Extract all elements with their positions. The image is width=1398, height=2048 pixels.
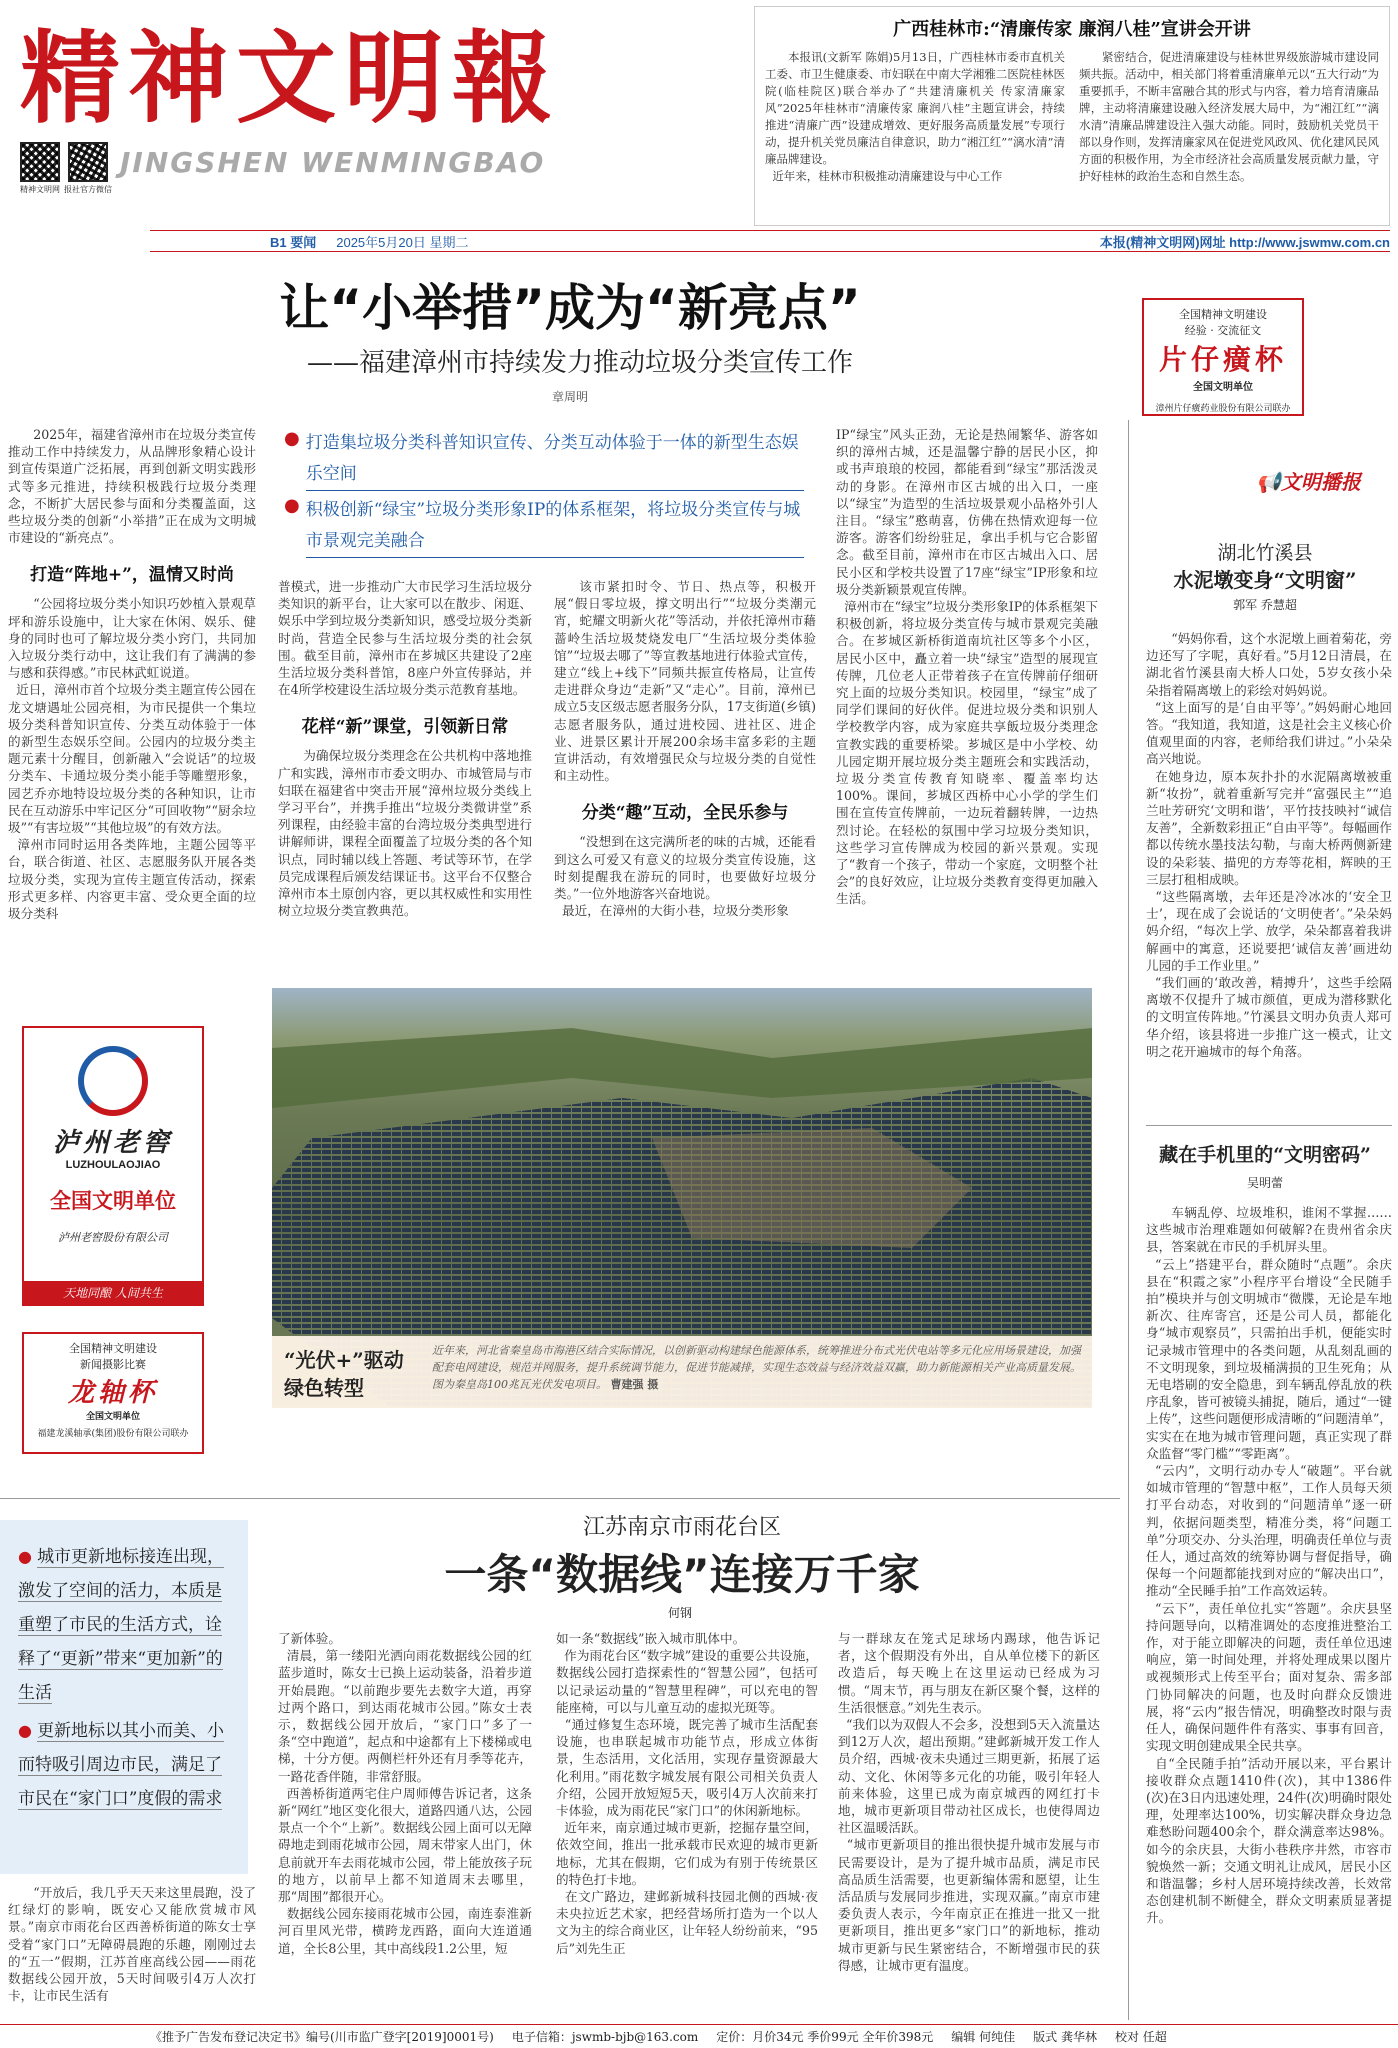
- top-news-col2: 紧密结合，促进清廉建设与桂林世界级旅游城市建设同频共振。活动中，相关部门将着重清廉单元以“五大行动”为重要抓手，不断丰富融合其的形式与内容，着力培育清廉品牌，主动将清廉建设融入经济发展大局中，为“湘江红”“漓水清”清廉品牌建设注入强大动能。同时，鼓励机关党员干部以身作则，发挥清廉家风在促进党风政风、优化建风民风方面的积极作用，为全市经济社会高质量发展贡献力量，守护好桂林的政治生态和自然生态。: [1079, 50, 1379, 183]
- section-divider: [0, 1498, 1120, 1499]
- issue-date: 2025年5月20日 星期二: [336, 234, 469, 250]
- masthead-title: 精神文明報: [20, 19, 560, 137]
- ad-longzhou-line2: 新闻摄影比赛: [80, 1358, 146, 1371]
- footer-proof: 校对 任超: [1114, 2030, 1167, 2044]
- second-col0: “开放后，我几乎天天来这里晨跑，没了红绿灯的影响，既安心又能欣赏城市风景。”南京市雨花台区西善桥街道的陈女士享受着“家门口”无障碍晨跑的乐趣，刚刚过去的“五一”假期，江苏首座高线公园——雨花数据线公园开放，5天时间吸引4万人次打卡，让市民生活有: [8, 1885, 256, 2004]
- lead-col4: [836, 426, 1098, 958]
- sidebar-story1-author: 郭军 乔慧超: [1233, 598, 1297, 612]
- lead-col3b-body: “没想到在这完满所老的味的古城，还能看到这么可爱又有意义的垃圾分类宣传设施，这时刻提醒我在游玩的同时，也要做好垃圾分类。”一位外地游客兴奋地说。 最近，在漳州的大街小巷，垃圾分类形象: [554, 834, 816, 919]
- lead-highlights: [284, 428, 804, 558]
- qr-code-1: [20, 142, 60, 182]
- sidebar-story1-region: 湖北竹溪县: [1217, 542, 1313, 564]
- ad-luzhou-name: 泸州老窖: [52, 1128, 173, 1158]
- second-region: 江苏南京市雨花台区: [582, 1515, 781, 1540]
- ad-pianzai-company: 漳州片仔癀药业股份有限公司联办: [1155, 404, 1291, 414]
- ad-longzhou[interactable]: [22, 1332, 204, 1454]
- masthead: [20, 18, 580, 194]
- ad-luzhou-slogan: 天地同酿 人间共生: [24, 1281, 202, 1304]
- solar-photo: [272, 988, 1092, 1408]
- ad-pianzaihuang[interactable]: [1142, 298, 1304, 416]
- highlight-item: ● 更新地标以其小而美、小而特吸引周边市民，满足了市民在“家门口”度假的需求: [18, 1721, 225, 1809]
- highlight-item: ● 积极创新“绿宝”垃圾分类形象IP的体系框架，将垃圾分类宣传与城市景观完美融合: [284, 495, 804, 558]
- ad-luzhou-honor: 全国文明单位: [50, 1188, 176, 1213]
- photo-caption-box: [272, 1336, 1092, 1408]
- lead-intro: 2025年，福建省漳州市在垃圾分类宣传推动工作中持续发力，从品牌形象精心设计到宣传渠道广泛拓展，再到创新文明实践形式等多元推进，持续积极践行垃圾分类理念，不断扩大居民参与面和分类覆盖面，这些垃圾分类的创新“小举措”正在成为文明城市建设的“新亮点”。: [8, 427, 256, 546]
- footer-editor: 编辑 何纯佳: [951, 2030, 1016, 2044]
- ad-pianzai-brand: 片仔癀杯: [1158, 343, 1287, 376]
- sidebar-story1-title[interactable]: 水泥墩变身“文明窗”: [1173, 568, 1357, 592]
- footer: [0, 2024, 1398, 2048]
- section-label: B1 要闻: [270, 234, 317, 250]
- lead-col4-body: IP“绿宝”风头正劲，无论是热闹繁华、游客如织的漳州古城，还是温馨宁静的居民小区，抑或书声琅琅的校园，都能看到“绿宝”那活泼灵动的身影。在漳州市区古城的出入口，一座以“绿宝”为造型的生活垃圾景观小品格外引人注目。“绿宝”憨萌喜，仿佛在热情欢迎每一位游客。游客们纷纷驻足，拿出手机与它合影留念。截至目前，漳州市在市区古城出入口、居民小区和学校共设置了17座“绿宝”IP形象和垃圾分类新颖景观宣传牌。 漳州市在“绿宝”垃圾分类形象IP的体系框架下积极创新，将垃圾分类宣传与城市景观完美融合。在芗城区新桥街道南坑社区等多个小区，居民小区中，矗立着一块“绿宝”造型的展现宣传牌，几位老人正带着孩子在宣传牌前仔细研究上面的垃圾分类知识。校园里，“绿宝”成了同学们课间的好伙伴。促进垃圾分类和识别人学校教学内容，成为家庭共享飯垃圾分类理念宣教实践的重要桥梁。芗城区是中小学校、幼儿园定期开展垃圾分类主题班会和实践活动，垃圾分类宣传教育知晓率、覆盖率均达100%。课间，芗城区西桥中心小学的学生们围在宣传宣传牌前，一边玩着翻转牌，一边热烈讨论。在轻松的氛围中学习垃圾分类知识，这些学习宣传牌成为校园的新兴景观。实现了“教育一个孩子，带动一个家庭，文明整个社会”的良好效应，让垃圾分类教育变得更加融入生活。: [836, 427, 1098, 907]
- ad-longzhou-brand: 龙轴杯: [67, 1378, 158, 1408]
- lead-author: 章周明: [551, 390, 588, 404]
- top-news-col1: 本报讯(文新军 陈娟)5月13日，广西桂林市委市直机关工委、市卫生健康委、市妇联在中南大学湘雅二医院桂林医院(临桂院区)联合举办了“共建清廉机关 传家清廉家风”2025年桂林市“清廉传家 廉润八桂”主题宣讲会，持续推进“清廉广西”设建成增效、更好服务高质量发展”专项行动，提升机关党员廉洁自律意识，助力“湘江红”“漓水清”清廉品牌建设。 近年来，桂林市积极推动清廉建设与中心工作: [765, 50, 1065, 183]
- lead-subhead-1: 打造“阵地+”，温情又时尚: [30, 565, 234, 586]
- second-col3: 与一群球友在笼式足球场内踢球，他告诉记者，这个假期没有外出，自从单位楼下的新区改造后，每天晚上在这里运动已经成为习惯。“周末节，再与朋友在新区聚个餐，这样的生活很惬意。”刘先生表示。 “我们以为双假人不会多，没想到5天入流量达到12万人次，超出预期。”建邺新城开发工作人员介绍，西城·夜未央通过三期更新，拓展了运动、文化、休闲等多元化的功能，吸引年轻人前来体验，这里已成为南京城西的网红打卡地，城市更新项目带动社区成长，也使得周边社区温暖活跃。 “城市更新项目的推出很快提升城市发展与市民需要设计，是为了提升城市品质，满足市民高品质生活需要，也更新编体需和愿望，让生活品质与发展同步推进，实现双赢。”南京市建委负责人表示，今年南京正在推进一批又一批更新项目，推出更多“家门口”的新地标，推动城市更新与民生紧密结合，不断增强市民的获得感，让城市更有温度。: [838, 1631, 1100, 1973]
- lead-col1-body: “公园将垃圾分类小知识巧妙植入景观草坪和游乐设施中，让大家在休闲、娱乐、健身的同时也可了解垃圾分类小窍门，共同加入垃圾分类行动中，这让我们有了满满的参与感和获得感。”市民林武虹说道。 近日，漳州市首个垃圾分类主题宣传公园在龙文塘遇址公园亮相，为市民提供一个集垃圾分类科普知识宣传、分类互动体验于一体的新型生态娱乐空间。公园内的垃圾分类主题元素十分醒目，创新融入“会说话”的垃圾分类车、卡通垃圾分类小能手等雕塑形象，园艺乔亦地特设垃圾分类的各种知识，让市民在互动游乐中牢记区分“可回收物”“厨余垃圾”“有害垃圾”“其他垃圾”的有效方法。 漳州市同时运用各类阵地，主题公园等平台，联合街道、社区、志愿服务队开展各类垃圾分类，实现为宣传主题宣传活动，探索形式更多样、内容更丰富、受众更全面的垃圾分类科: [8, 596, 256, 922]
- lead-col3-body: 该市紧扣时令、节日、热点等，积极开展“假日零垃圾，撑文明出行”“垃圾分类潮元宵，蛇耀文明新火花”等活动，并依托漳州市藉蔷岭生活垃圾焚烧发电厂“生活垃圾分类体验馆”“垃圾去哪了”等宣教基地进行体验式宣传，建立“线上+线下”同频共振宣传格局，让宣传走进群众身边“走新”又“走心”。目前，漳州已成立5支区级志愿者服务分队，17支街道(乡镇)志愿者服务队，通过进校园、进社区、进企业、进景区累计开展200余场丰富多彩的主题宣讲活动，有效增强民众与垃圾分类的自觉性和主动性。: [554, 579, 816, 784]
- lead-subhead-2: 花样“新”课堂，引领新日常: [301, 717, 509, 738]
- top-news-box: [754, 6, 1390, 226]
- photo-credit: 曹建强 摄: [610, 1378, 659, 1391]
- dateline-bar: [150, 230, 1390, 252]
- sidebar-story2-author: 吴明蕾: [1246, 1176, 1283, 1190]
- ad-luzhou-company: 泸州老窖股份有限公司: [58, 1231, 168, 1244]
- ad-pianzai-line2: 经验 · 交流征文: [1184, 324, 1262, 337]
- footer-price: 定价：月价34元 季价99元 全年价398元: [716, 2030, 934, 2044]
- ad-pianzai-line1: 全国精神文明建设: [1179, 308, 1267, 321]
- lead-subhead-3: 分类“趣”互动，全民乐参与: [581, 803, 789, 824]
- lead-subheadline: ——福建漳州市持续发力推动垃圾分类宣传工作: [306, 348, 853, 378]
- second-col2: 如一条“数据线”嵌入城市肌体中。 作为雨花台区“数字城”建设的重要公共设施，数据线公园打造探索性的“智慧公园”，包括可以记录运动量的“智慧里程碑”，可以充电的智能座椅，可以与儿童互动的虚拟光斑等。 “通过修复生态环境，既完善了城市生活配套设施，也串联起城市功能节点，形成立体街景，生态活用，文化活用，实现存量资源最大化利用。”雨花数字城发展有限公司相关负责人介绍，公园开放短短5天，吸引4万人次前来打卡体验，成为雨花民“家门口”的休闲新地标。 近年来，南京通过城市更新，挖掘存量空间，依效空间，推出一批承载市民欢迎的城市更新地标，尤其在假期，它们成为有别于传统景区的特色打卡地。 在文广路边，建邺新城科技园北侧的西城·夜未央拉近艺术家，把经营场所打造为一个以人文为主的综合商业区，让年轻人纷纷前来，“95后”刘先生正: [556, 1631, 818, 1956]
- luzhou-logo-icon: [78, 1046, 148, 1116]
- horn-icon: 📢: [1256, 470, 1281, 494]
- ad-longzhou-honor: 全国文明单位: [85, 1412, 140, 1422]
- lead-col2-body: 普模式，进一步推动广大市民学习生活垃圾分类知识的新平台，让大家可以在散步、闲逛、娱乐中学到垃圾分类新知识，感受垃圾分类新时尚，营造全民参与生活垃圾分类的社会氛围。截至目前，漳州市在芗城区共建设了2座生活垃圾分类科普馆，8座户外宣传驿站，并在4所学校建设生活垃圾分类示范教育基地。: [278, 579, 532, 698]
- photo-caption-text: 近年来，河北省秦皇岛市海港区结合实际情况，以创新驱动构建绿色能源体系，统筹推进分布式光伏电站等多元化应用场景建设，加强配套电网建设，规范并网服务，提升系统调节能力，促进节能减排，实现生态效益与经济效益双赢，助力新能源相关产业高质量发展。图为秦皇岛100兆瓦光伏发电项目。: [432, 1344, 1081, 1391]
- sidebar-story2-body: 车辆乱停、垃圾堆积，谁闲不掌握……这些城市治理难题如何破解?在贵州省余庆县，答案就在市民的手机屏头里。 “云上”搭建平台，群众随时“点题”。余庆县在“积霞之家”小程序平台增设“全民随手拍”模块并与创文明城市“微牒，无论是车地新次、往库寄宫，还是公司人员，都能化身“城市观察员”，只需拍出手机，便能实时记录城市管理中的各类问题，从乱刻乱画的不文明现象，到垃圾桶满损的卫生死角；从无电塔刷的安全隐患，到车辆乱停乱放的秩序乱象，皆可被镜头捕捉，随后，通过“一键上传”，这些问题便形成清晰的“问题清单”，实实在在地为城市管理问题，真正实现了群众监督“零门槛”“零距离”。 “云内”，文明行动办专人“破题”。平台就如城市管理的“智慧中枢”，工作人员每天须打平台动态，对收到的“问题清单”逐一研判，依据问题类型，精准分类，将“问题工单”分项交办、分头治理，明确责任单位与责任人，通过高效的统筹协调与督促指导，确保每一个问题都能找到对应的“解决出口”，推动“全民睡手拍”工作高效运转。 “云下”，责任单位扎实“答题”。余庆县坚持问题导向，以精准调处的态度推进整治工作，对于能立即解决的问题，责任单位迅速响应，第一时间处理，并将处理成果以图片或视频形式上传至平台；面对复杂、需多部门协同解决的问题，也及时向群众反馈进展，将“云内”报告情况，明确整改时限与责任人，确保问题件件有落实、事事有回音，实现文明创建成果全民共享。 自“全民随手拍”活动开展以来，平台累计接收群众点题1410件(次)，其中1386件(次)在3日内迅速处理，24件(次)明确时限处理，处理率达100%，切实解决群众身边急难愁盼问题400余个，群众满意率达98%。如今的余庆县，大街小巷秩序井然，市容市貌焕然一新；交通文明礼让成风，居民小区和谐温馨；乡村人居环境持续改善，长效常态创建机制不断健全，群众文明素质显著提升。: [1146, 1205, 1392, 1926]
- lead-col1: [8, 426, 256, 956]
- footer-email[interactable]: 电子信箱：jswmb-bjb@163.com: [511, 2030, 699, 2044]
- lead-col2: [278, 578, 532, 958]
- qr-code-2-label: 报社官方微信: [64, 185, 112, 194]
- footer-license: 《推予广告发布登记决定书》编号(川市监广登字[2019]0001号): [150, 2030, 494, 2044]
- lead-headline[interactable]: 让“小举措”成为“新亮点”: [279, 279, 861, 337]
- top-news-title[interactable]: 广西桂林市:“清廉传家 廉润八桂”宣讲会开讲: [893, 19, 1251, 40]
- sidebar-story2-title[interactable]: 藏在手机里的“文明密码”: [1159, 1144, 1371, 1166]
- website[interactable]: 本报(精神文明网)网址 http://www.jswmw.com.cn: [1099, 234, 1390, 250]
- highlight-item: ● 城市更新地标接连出现，激发了空间的活力，本质是重塑了市民的生活方式，诠释了“更新”带来“更加新”的生活: [18, 1547, 225, 1703]
- sidebar-vertical-divider: [1128, 420, 1129, 2020]
- qr-code-1-label: 精神文明网: [20, 185, 60, 194]
- second-headline[interactable]: 一条“数据线”连接万千家: [444, 1550, 920, 1599]
- highlight-item: ● 打造集垃圾分类科普知识宣传、分类互动体验于一体的新型生态娱乐空间: [284, 428, 804, 491]
- ad-luzhoulaojiao[interactable]: [22, 1026, 204, 1306]
- second-col1: 了新体验。 清晨，第一缕阳光洒向雨花数据线公园的红蓝步道时，陈女士已换上运动装备，沿着步道开始晨跑。“以前跑步要先去数字大道，再穿过两个路口，到达雨花城市公园。”陈女士表示，数据线公园开放后，“家门口”多了一条“空中跑道”，起点和中途都有上下楼梯或电梯，十分方便。两侧栏杆外还有月季等花卉，一路花香伴随，非常舒服。 西善桥街道两宅住户周师傅告诉记者，这条新“网红”地区变化很大，道路四通八达，公园景点一个个“上新”。数据线公园上面可以无障碍地走到雨花城市公园，周末带家人出门，休息前就开车去雨花城市公园，带上能放孩子玩的地方，以前早上都不知道周末去哪里，那“周围”都很开心。 数据线公园东接雨花城市公园，南连泰淮新河百里风光带，横跨龙西路，面向大连道通道，全长8公里，其中高线段1.2公里，短: [278, 1631, 532, 1956]
- sidebar-section-label: 📢文明播报: [1256, 470, 1361, 494]
- ad-luzhou-pinyin: LUZHOULAOJIAO: [65, 1159, 161, 1171]
- ad-longzhou-line1: 全国精神文明建设: [69, 1342, 157, 1355]
- qr-code-2: [68, 142, 108, 182]
- ad-pianzai-honor: 全国文明单位: [1193, 382, 1253, 393]
- masthead-pinyin: JINGSHEN WENMINGBAO: [120, 146, 546, 179]
- sidebar-story1-body: “妈妈你看，这个水泥墩上画着菊花，旁边还写了字呢，真好看。”5月12日清晨，在湖北省竹溪县南大桥人口处，5岁女孩小朵朵指着隔离墩上的彩绘对妈妈说。 “这上面写的是‘自由平等’。”妈妈耐心地回答。“我知道，我知道，这是社会主义核心价值观里面的内容，老师给我们讲过。”小朵朵高兴地说。 在她身边，原本灰扑扑的水泥隔离墩被重新“妆扮”，就着重新写完并“富强民主”“追兰吐芳研究‘文明和谐’，平竹技技映衬“诚信友善”，全新数彩扭正“自由平等”。每幅画作都以传统水墨技法勾勒，与南大桥两侧新建设的朵彩装、描兜的方寿等花相，辉映的王三层打租相成映。 “这些隔离墩，去年还是冷冰冰的‘安全卫士’，现在成了会说话的‘文明使者’。”朵朵妈妈介绍，“每次上学、放学，朵朵都喜着我讲解画中的寓意，还说要把‘诚信友善’画进幼儿园的手工作业里。” “我们画的‘敢改善，精搏升’，这些手绘隔离墩不仅提升了城市颜值，更成为潜移默化的文明宣传阵地。”竹溪县文明办负责人郑可华介绍，该县将进一步推广这一模式，让文明之花开遍城市的每个角落。: [1146, 631, 1392, 1059]
- second-author: 何钢: [667, 1606, 692, 1620]
- second-highlights: [0, 1520, 248, 1874]
- sidebar-divider: [1146, 1125, 1392, 1126]
- lead-col3: [554, 578, 816, 958]
- photo-caption-title: “光伏+”驱动绿色转型: [284, 1348, 404, 1400]
- footer-design: 版式 龚华林: [1033, 2030, 1097, 2044]
- ad-longzhou-company: 福建龙溪轴承(集团)股份有限公司联办: [37, 1429, 189, 1439]
- lead-col2b-body: 为确保垃圾分类理念在公共机构中落地推广和实践，漳州市市委文明办、市城管局与市妇联在福建省中突击开展“漳州垃圾分类线上学习平台”，并携手推出“垃圾分类微讲堂”系列课程，由经验丰富的台湾垃圾分类典型进行讲解师讲，课程全面覆盖了垃圾分类的各个知识点，同时辅以线上答题、考试等环节，在学员完成课程后颁发结课证书。这平台不仅整合漳州市本土原创内容，更以其权威性和实用性树立垃圾分类宣教典范。: [278, 748, 532, 919]
